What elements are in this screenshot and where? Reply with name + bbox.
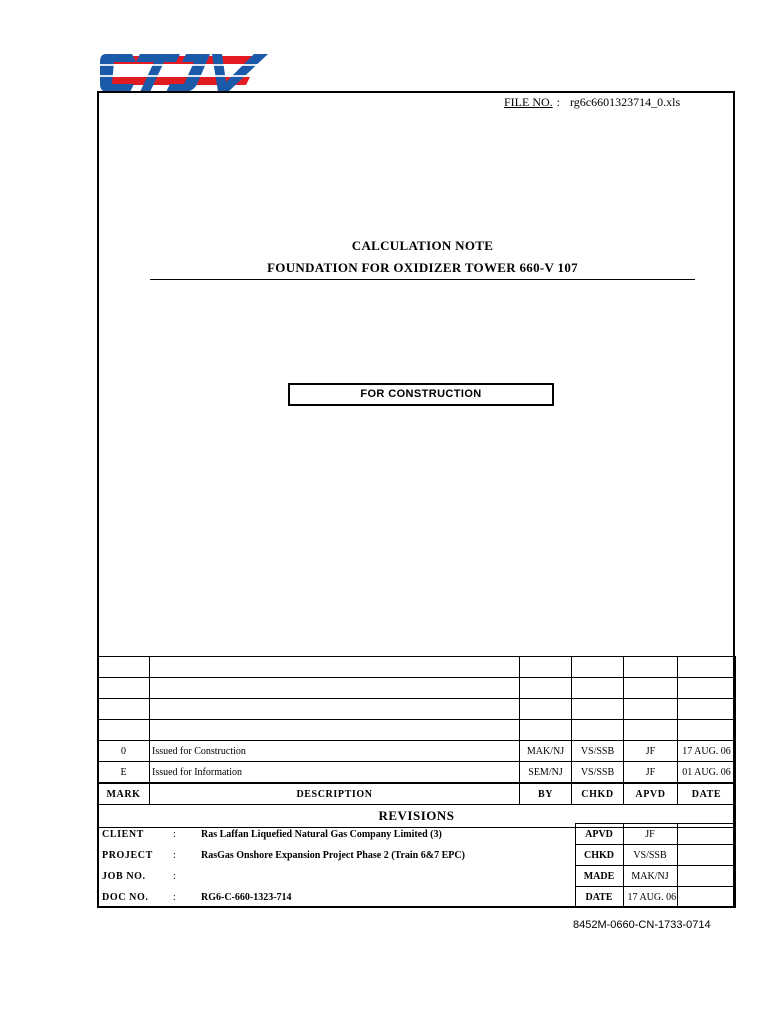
revision-mark-cell	[98, 720, 150, 741]
revisions-title: REVISIONS	[98, 805, 736, 828]
revision-apvd-cell	[624, 720, 678, 741]
revision-description-cell	[150, 699, 520, 720]
revision-chkd-cell: VS/SSB	[572, 741, 624, 762]
revision-apvd-cell	[624, 678, 678, 699]
revision-by-cell	[520, 657, 572, 678]
status-stamp: FOR CONSTRUCTION	[288, 383, 554, 406]
info-extra-cell	[677, 887, 735, 908]
info-colon-cell: :	[173, 870, 176, 882]
info-label-cell: JOB NO.	[102, 870, 146, 882]
info-colon-cell: :	[173, 891, 176, 903]
info-label-cell: PROJECT	[102, 849, 153, 861]
revision-header-chkd: CHKD	[572, 783, 624, 805]
ctjv-logo	[100, 50, 272, 94]
info-key-value-cell: VS/SSB	[623, 845, 677, 866]
info-key-cell: MADE	[575, 866, 623, 887]
revision-apvd-cell: JF	[624, 762, 678, 784]
info-label-cell: CLIENT	[102, 828, 144, 840]
revision-chkd-cell	[572, 720, 624, 741]
revision-description-cell	[150, 720, 520, 741]
revision-chkd-cell: VS/SSB	[572, 762, 624, 784]
title-line-1: CALCULATION NOTE	[351, 238, 494, 253]
revision-mark-cell: E	[98, 762, 150, 784]
revision-date-cell	[678, 678, 736, 699]
revision-row	[98, 699, 736, 720]
info-colon-cell: :	[173, 828, 176, 840]
revision-header-apvd: APVD	[624, 783, 678, 805]
document-info-table	[97, 823, 736, 908]
revision-by-cell	[520, 699, 572, 720]
info-key-value-cell: MAK/NJ	[623, 866, 677, 887]
revision-by-cell: SEM/NJ	[520, 762, 572, 784]
info-row	[97, 866, 735, 887]
info-key-value-cell: JF	[623, 824, 677, 845]
info-value-cell: RasGas Onshore Expansion Project Phase 2 (Train 6&7 EPC)	[197, 845, 575, 866]
revision-date-cell: 01 AUG. 06	[678, 762, 736, 784]
revision-chkd-cell	[572, 699, 624, 720]
info-row	[97, 824, 735, 845]
revision-row	[98, 762, 736, 784]
info-key-cell: CHKD	[575, 845, 623, 866]
title-line-2: FOUNDATION FOR OXIDIZER TOWER 660-V 107	[267, 260, 578, 275]
info-extra-cell	[677, 824, 735, 845]
file-number-label: FILE NO.	[504, 95, 553, 109]
info-row	[97, 887, 735, 908]
info-value-cell	[197, 866, 575, 887]
revision-apvd-cell: JF	[624, 741, 678, 762]
info-extra-cell	[677, 866, 735, 887]
info-key-cell: DATE	[575, 887, 623, 908]
file-number-value: rg6c6601323714_0.xls	[570, 95, 681, 109]
revision-apvd-cell	[624, 699, 678, 720]
document-title	[150, 238, 695, 276]
revision-header-description: DESCRIPTION	[150, 783, 520, 805]
info-value-cell: Ras Laffan Liquefied Natural Gas Company Limited (3)	[197, 824, 575, 845]
revision-mark-cell	[98, 657, 150, 678]
revision-header-by: BY	[520, 783, 572, 805]
revision-row	[98, 741, 736, 762]
revision-by-cell: MAK/NJ	[520, 741, 572, 762]
revision-by-cell	[520, 720, 572, 741]
info-key-cell: APVD	[575, 824, 623, 845]
revision-by-cell	[520, 678, 572, 699]
revision-header-mark: MARK	[98, 783, 150, 805]
revision-date-cell	[678, 657, 736, 678]
revision-header-row	[98, 783, 736, 805]
revision-description-cell	[150, 657, 520, 678]
file-number-colon: :	[556, 95, 561, 109]
revision-row	[98, 678, 736, 699]
revision-row	[98, 720, 736, 741]
revision-mark-cell	[98, 699, 150, 720]
revision-date-cell	[678, 699, 736, 720]
document-code: 8452M-0660-CN-1733-0714	[573, 919, 711, 931]
revision-row	[98, 657, 736, 678]
revision-mark-cell	[98, 678, 150, 699]
revision-apvd-cell	[624, 657, 678, 678]
info-colon-cell: :	[173, 849, 176, 861]
revisions-table	[97, 656, 736, 828]
revision-chkd-cell	[572, 657, 624, 678]
revision-date-cell	[678, 720, 736, 741]
info-extra-cell	[677, 845, 735, 866]
info-key-value-cell: 17 AUG. 06	[623, 887, 677, 908]
revision-date-cell: 17 AUG. 06	[678, 741, 736, 762]
revision-header-date: DATE	[678, 783, 736, 805]
info-row	[97, 845, 735, 866]
revision-description-cell: Issued for Construction	[150, 741, 520, 762]
revision-description-cell: Issued for Information	[150, 762, 520, 784]
file-number	[504, 95, 680, 110]
title-divider	[150, 279, 695, 280]
revision-mark-cell: 0	[98, 741, 150, 762]
revision-description-cell	[150, 678, 520, 699]
info-value-cell: RG6-C-660-1323-714	[197, 887, 575, 908]
info-label-cell: DOC NO.	[102, 891, 149, 903]
revision-chkd-cell	[572, 678, 624, 699]
